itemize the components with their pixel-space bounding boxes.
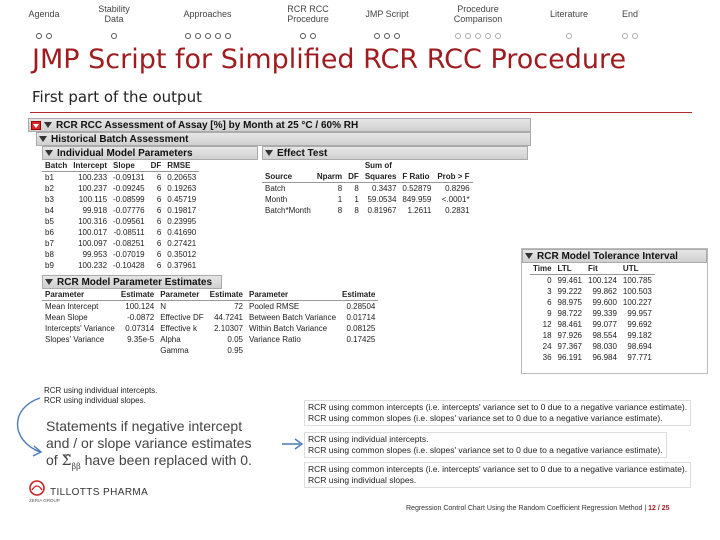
- table-cell: Alpha: [160, 335, 181, 344]
- nav-dot[interactable]: [205, 33, 211, 39]
- table-cell: Slopes' Variance: [45, 335, 105, 344]
- table-cell: Between Batch Variance: [249, 313, 337, 322]
- table-cell: b7: [45, 239, 54, 248]
- table-cell: 0.2831: [445, 206, 470, 215]
- table-row: [530, 319, 655, 330]
- sigma-symbol: $\Sigmâ_{\beta\beta}$: [61, 453, 81, 471]
- table-cell: 6: [156, 206, 162, 215]
- column-header: F Ratio: [399, 171, 434, 183]
- individual-header[interactable]: [42, 146, 258, 160]
- table-cell: -0.0872: [127, 313, 155, 322]
- statement-line: of $\Sigmâ_{\beta\beta}$ have been replaced with 0.: [46, 452, 252, 471]
- table-cell: 6: [156, 239, 162, 248]
- table-row: [530, 286, 655, 297]
- column-header: Nparm: [314, 171, 345, 183]
- company-logo: [28, 480, 158, 502]
- table-row: [42, 249, 199, 260]
- column-header: Parameter: [246, 289, 339, 301]
- effect-panel: [262, 146, 528, 271]
- nav-dot[interactable]: [394, 33, 400, 39]
- table-cell: 100.124: [588, 276, 617, 285]
- statement-line: and / or slope variance estimates: [46, 435, 252, 451]
- table-cell: 6: [156, 250, 162, 259]
- nav-section[interactable]: [84, 0, 144, 24]
- table-cell: 99.953: [82, 250, 108, 259]
- table-cell: 97.771: [627, 353, 652, 362]
- table-header-row: [530, 263, 655, 275]
- column-header: Intercept: [70, 160, 110, 172]
- nav-section-label: Approaches: [183, 9, 232, 19]
- column-header: Estimate: [339, 289, 378, 301]
- tolerance-table: [530, 263, 655, 363]
- table-cell: 99.182: [627, 331, 652, 340]
- table-cell: 99.339: [592, 309, 617, 318]
- report-title: RCR RCC Assessment of Assay [%] by Month at 25 °C / 60% RH: [56, 119, 359, 131]
- table-cell: Mean Slope: [45, 313, 88, 322]
- table-cell: 0.45719: [167, 195, 197, 204]
- nav-dot[interactable]: [46, 33, 52, 39]
- nav-dot[interactable]: [384, 33, 390, 39]
- statement-line: Statements if negative intercept: [46, 418, 243, 434]
- table-cell: 99.862: [592, 287, 617, 296]
- section-navigation: [0, 0, 720, 40]
- table-cell: [246, 345, 339, 356]
- nav-dot[interactable]: [300, 33, 306, 39]
- table-row: [42, 227, 199, 238]
- note-line: RCR using individual intercepts.: [44, 386, 158, 395]
- table-cell: 72: [234, 302, 243, 311]
- table-cell: 0.05: [227, 335, 243, 344]
- table-row: [42, 172, 199, 184]
- table-cell: 0.23995: [167, 217, 197, 226]
- nav-dot[interactable]: [185, 33, 191, 39]
- nav-section-label: Comparison: [453, 14, 503, 24]
- individual-title: Individual Model Parameters: [57, 147, 193, 159]
- table-cell: 0.27421: [167, 239, 197, 248]
- column-header: Parameter: [42, 289, 118, 301]
- column-header: Slope: [110, 160, 148, 172]
- tolerance-title: RCR Model Tolerance Interval: [537, 250, 678, 262]
- nav-dot[interactable]: [225, 33, 231, 39]
- table-header-row: [262, 171, 473, 183]
- nav-dot[interactable]: [622, 33, 628, 39]
- nav-dot[interactable]: [485, 33, 491, 39]
- column-header: UTL: [620, 263, 655, 275]
- nav-dot[interactable]: [495, 33, 501, 39]
- table-cell: Batch*Month: [265, 206, 311, 215]
- table-cell: 6: [156, 228, 162, 237]
- table-cell: -0.07776: [113, 206, 145, 215]
- tolerance-header[interactable]: [522, 249, 707, 263]
- table-cell: 96.191: [557, 353, 582, 362]
- table-row: [42, 194, 199, 205]
- table-cell: 98.461: [557, 320, 582, 329]
- table-cell: 849.959: [402, 195, 432, 204]
- table-cell: 44.7241: [214, 313, 243, 322]
- table-cell: 12: [542, 320, 552, 329]
- nav-dot[interactable]: [215, 33, 221, 39]
- column-header: LTL: [555, 263, 585, 275]
- table-cell: 99.600: [592, 298, 617, 307]
- column-header: Batch: [42, 160, 70, 172]
- table-cell: 0.01714: [346, 313, 376, 322]
- nav-dot[interactable]: [465, 33, 471, 39]
- jmp-report: [28, 118, 531, 396]
- table-cell: -0.08599: [113, 195, 145, 204]
- table-cell: -0.07019: [113, 250, 145, 259]
- column-header: RMSE: [164, 160, 199, 172]
- individual-table: [42, 160, 199, 271]
- table-cell: <.0001*: [441, 195, 470, 204]
- table-cell: 98.975: [557, 298, 582, 307]
- table-cell: 0.8296: [445, 184, 470, 193]
- left-bracket-arrow: [18, 398, 41, 452]
- nav-dot[interactable]: [195, 33, 201, 39]
- table-row: [530, 275, 655, 287]
- table-cell: 24: [542, 342, 552, 351]
- statement-text: [46, 418, 286, 475]
- table-cell: 100.232: [78, 261, 108, 270]
- table-cell: [42, 345, 118, 356]
- table-cell: 0.81967: [367, 206, 397, 215]
- table-header-row: [42, 289, 378, 301]
- table-cell: 99.222: [557, 287, 582, 296]
- table-row: [530, 341, 655, 352]
- table-cell: 100.124: [125, 302, 155, 311]
- nav-section-label: Agenda: [28, 9, 60, 19]
- nav-section-label: Data: [104, 14, 124, 24]
- nav-section[interactable]: [610, 0, 650, 19]
- nav-dot[interactable]: [111, 33, 117, 39]
- table-row: [530, 297, 655, 308]
- table-cell: -0.08511: [113, 228, 145, 237]
- table-row: [262, 205, 473, 216]
- nav-section[interactable]: [438, 0, 518, 24]
- table-cell: 0.95: [227, 346, 243, 355]
- table-cell: Batch: [265, 184, 286, 193]
- table-cell: 100.097: [78, 239, 108, 248]
- table-cell: 99.077: [592, 320, 617, 329]
- table-cell: 8: [354, 184, 359, 193]
- table-cell: N: [160, 302, 166, 311]
- title-rule: [30, 112, 692, 113]
- table-row: [42, 334, 378, 345]
- table-cell: 0.19817: [167, 206, 197, 215]
- notes-box: [304, 400, 708, 492]
- table-cell: -0.10428: [113, 261, 145, 270]
- nav-dot[interactable]: [632, 33, 638, 39]
- estimates-title: RCR Model Parameter Estimates: [57, 276, 213, 288]
- column-header: Estimate: [207, 289, 246, 301]
- table-cell: b6: [45, 228, 54, 237]
- table-cell: 0.3437: [371, 184, 397, 193]
- nav-section-label: Literature: [549, 9, 589, 19]
- nav-section-label: Procedure: [287, 14, 329, 24]
- historical-title: Historical Batch Assessment: [51, 133, 189, 145]
- table-cell: 0.08125: [346, 324, 376, 333]
- nav-dot[interactable]: [374, 33, 380, 39]
- nav-section[interactable]: [352, 0, 422, 19]
- table-cell: 2.10307: [214, 324, 243, 333]
- table-cell: 59.0534: [367, 195, 397, 204]
- table-cell: 97.926: [557, 331, 582, 340]
- nav-section[interactable]: [14, 0, 74, 19]
- table-cell: b4: [45, 206, 54, 215]
- nav-dot[interactable]: [566, 33, 572, 39]
- table-cell: 99.957: [627, 309, 652, 318]
- table-cell: 9: [547, 309, 552, 318]
- table-cell: 1.2611: [407, 206, 432, 215]
- table-row: [530, 330, 655, 341]
- table-cell: 0.19263: [167, 184, 197, 193]
- table-cell: b1: [45, 173, 54, 182]
- table-row: [42, 345, 378, 356]
- table-cell: Effective DF: [160, 313, 204, 322]
- slide-subtitle: First part of the output: [32, 88, 202, 106]
- individual-panel: [42, 146, 258, 271]
- table-cell: 9.35e-5: [127, 335, 155, 344]
- table-cell: 0.41690: [167, 228, 197, 237]
- table-cell: 3: [547, 287, 552, 296]
- disclosure-icon[interactable]: [45, 150, 53, 156]
- table-cell: Effective k: [160, 324, 197, 333]
- nav-dot[interactable]: [36, 33, 42, 39]
- table-row: [42, 301, 378, 313]
- report-header[interactable]: [28, 118, 531, 132]
- table-cell: 100.237: [78, 184, 108, 193]
- table-cell: 99.918: [82, 206, 108, 215]
- table-cell: 0.52879: [402, 184, 432, 193]
- disclosure-icon[interactable]: [265, 150, 273, 156]
- table-cell: Pooled RMSE: [249, 302, 300, 311]
- table-cell: 8: [337, 184, 343, 193]
- table-cell: b8: [45, 250, 54, 259]
- table-cell: 99.692: [627, 320, 652, 329]
- table-cell: b5: [45, 217, 54, 226]
- footer-text: Regression Control Chart Using the Random Coefficient Regression Method: [406, 505, 643, 512]
- table-row: [262, 194, 473, 205]
- table-cell: Variance Ratio: [249, 335, 301, 344]
- table-cell: 1: [337, 195, 343, 204]
- historical-header[interactable]: [36, 132, 531, 146]
- table-cell: 1: [354, 195, 359, 204]
- table-cell: 100.785: [622, 276, 652, 285]
- table-cell: 100.316: [78, 217, 108, 226]
- table-row: [42, 216, 199, 227]
- column-header: DF: [345, 171, 362, 183]
- table-cell: 98.694: [627, 342, 652, 351]
- table-cell: 99.461: [557, 276, 582, 285]
- disclosure-icon[interactable]: [44, 122, 52, 128]
- table-row: [262, 183, 473, 195]
- note-item: RCR using individual intercepts. RCR using common slopes (i.e. slopes' variance set to 0 due to a negative variance estimate).: [304, 432, 667, 458]
- nav-section[interactable]: [160, 0, 255, 19]
- table-cell: 6: [156, 217, 162, 226]
- table-cell: 0.35012: [167, 250, 197, 259]
- nav-section-label: RCR RCC: [287, 4, 329, 14]
- nav-section-label: End: [621, 9, 638, 19]
- table-cell: Month: [265, 195, 288, 204]
- table-cell: 8: [354, 206, 359, 215]
- table-row: [42, 260, 199, 271]
- nav-dot[interactable]: [455, 33, 461, 39]
- table-cell: Intercepts' Variance: [45, 324, 115, 333]
- table-row: [42, 238, 199, 249]
- estimates-header[interactable]: [42, 275, 222, 289]
- table-cell: 98.030: [592, 342, 617, 351]
- table-cell: b9: [45, 261, 54, 270]
- table-cell: Mean Intercept: [45, 302, 99, 311]
- red-triangle-menu-icon[interactable]: [31, 121, 41, 130]
- table-row: [530, 352, 655, 363]
- table-cell: 6: [547, 298, 552, 307]
- table-cell: 0.28504: [346, 302, 376, 311]
- table-cell: 6: [156, 184, 162, 193]
- nav-section-label: Stability: [98, 4, 130, 14]
- note-item: RCR using common intercepts (i.e. intercepts' variance set to 0 due to a negative variance estimate). RCR using common slopes (i.e. slopes' variance set to 0 due to a negative variance estimate).: [304, 400, 691, 426]
- table-cell: -0.08251: [113, 239, 145, 248]
- column-header: Estimate: [118, 289, 157, 301]
- table-cell: 98.722: [557, 309, 582, 318]
- table-cell: 96.984: [592, 353, 617, 362]
- table-cell: 100.115: [78, 195, 108, 204]
- table-cell: 6: [156, 261, 162, 270]
- table-row: [42, 312, 378, 323]
- table-cell: 36: [542, 353, 552, 362]
- nav-section-label: JMP Script: [365, 9, 409, 19]
- page-number: 12 / 25: [648, 505, 670, 512]
- disclosure-icon[interactable]: [45, 279, 53, 285]
- table-cell: 100.233: [78, 173, 108, 182]
- table-cell: Within Batch Variance: [249, 324, 328, 333]
- table-row: [530, 308, 655, 319]
- tolerance-interval-panel: [521, 248, 708, 374]
- table-cell: 0.20653: [167, 173, 197, 182]
- table-cell: 6: [156, 173, 162, 182]
- table-cell: 0: [547, 276, 552, 285]
- column-header: Parameter: [157, 289, 206, 301]
- nav-section[interactable]: [534, 0, 604, 19]
- column-header: Time: [530, 263, 555, 275]
- table-cell: 100.017: [78, 228, 108, 237]
- table-cell: b2: [45, 184, 54, 193]
- table-cell: Gamma: [160, 346, 189, 355]
- svg-text:ZERIA GROUP: ZERIA GROUP: [29, 498, 60, 503]
- table-cell: b3: [45, 195, 54, 204]
- column-header: Prob > F: [434, 171, 472, 183]
- column-header: Source: [262, 171, 314, 183]
- column-header: DF: [148, 160, 165, 172]
- nav-dot[interactable]: [310, 33, 316, 39]
- table-cell: 100.227: [622, 298, 652, 307]
- nav-section-label: Procedure: [457, 4, 499, 14]
- table-cell: [118, 345, 157, 356]
- effect-table: Sum of Source Nparm DF Squares F Ratio Prob > F Batch 8 8 0.3437 0.52879 0.8296 Month 1 1 59.0534 849.959 <.0001* Batch*Month 8 8 0.81967 1.2611 0.2831: [262, 160, 473, 216]
- table-cell: -0.09561: [113, 217, 145, 226]
- table-cell: 100.503: [622, 287, 652, 296]
- nav-section[interactable]: [268, 0, 348, 24]
- disclosure-icon[interactable]: [525, 253, 533, 259]
- nav-dot[interactable]: [475, 33, 481, 39]
- slide-title: JMP Script for Simplified RCR RCC Procedure: [32, 44, 627, 75]
- table-cell: [339, 345, 378, 356]
- table-cell: -0.09131: [113, 173, 145, 182]
- effect-title: Effect Test: [277, 147, 328, 159]
- column-header: Fit: [585, 263, 620, 275]
- effect-header[interactable]: [262, 146, 528, 160]
- table-cell: 0.07314: [125, 324, 155, 333]
- estimates-table: [42, 289, 378, 356]
- table-cell: 98.554: [592, 331, 617, 340]
- table-cell: 97.367: [557, 342, 582, 351]
- table-cell: 0.37961: [167, 261, 197, 270]
- table-row: [42, 183, 199, 194]
- footer: Regression Control Chart Using the Random Coefficient Regression Method | 12 / 25: [406, 505, 670, 512]
- table-header-row: [42, 160, 199, 172]
- table-cell: -0.09245: [113, 184, 145, 193]
- column-header: Squares: [362, 171, 400, 183]
- table-cell: 6: [156, 195, 162, 204]
- svg-text:TILLOTTS PHARMA: TILLOTTS PHARMA: [50, 487, 149, 498]
- table-cell: 8: [337, 206, 343, 215]
- disclosure-icon[interactable]: [39, 136, 47, 142]
- table-cell: 0.17425: [346, 335, 376, 344]
- table-row: [42, 205, 199, 216]
- table-row: [42, 323, 378, 334]
- note-line: RCR using individual slopes.: [44, 396, 146, 405]
- table-cell: 18: [542, 331, 552, 340]
- note-item: RCR using common intercepts (i.e. intercepts' variance set to 0 due to a negative variance estimate). RCR using individual slopes.: [304, 462, 691, 488]
